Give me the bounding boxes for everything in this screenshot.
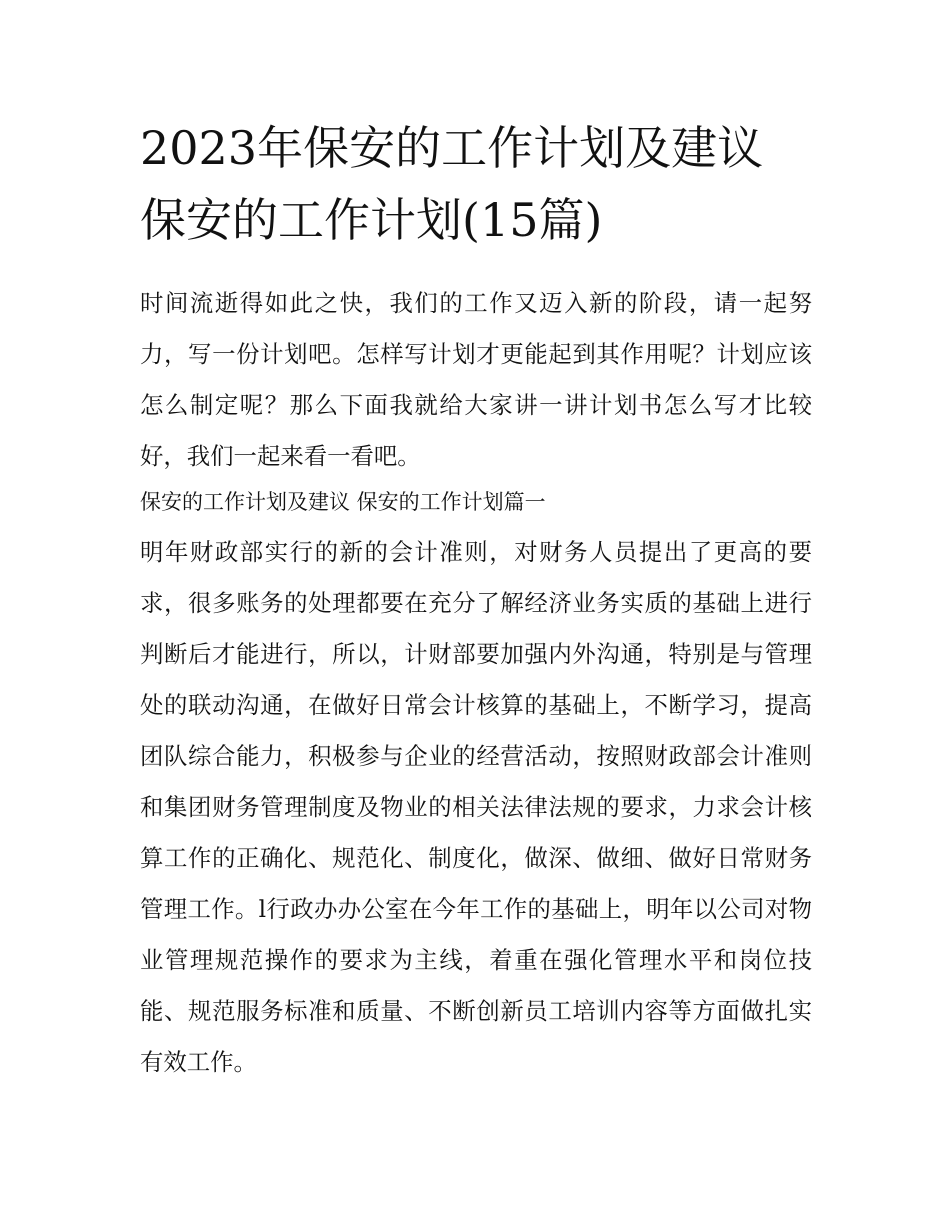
document-title <box>140 112 812 256</box>
section-heading: 保安的工作计划及建议 保安的工作计划篇一 <box>140 490 546 514</box>
intro-paragraph: 时间流逝得如此之快，我们的工作又迈入新的阶段，请一起努力，写一份计划吧。怎样写计划才更能起到其作用呢？计划应该怎么制定呢？那么下面我就给大家讲一讲计划书怎么写才比较好，我们一起来看一看吧。 <box>140 289 812 470</box>
title-line-2: 保安的工作计划(15篇) <box>140 193 603 247</box>
title-line-1: 2023年保安的工作计划及建议 <box>140 121 764 175</box>
body-paragraph: 明年财政部实行的新的会计准则，对财务人员提出了更高的要求，很多账务的处理都要在充分了解经济业务实质的基础上进行判断后才能进行，所以，计财部要加强内外沟通，特别是与管理处的联动沟通，在做好日常会计核算的基础上，不断学习，提高团队综合能力，积极参与企业的经营活动，按照财政部会计准则和集团财务管理制度及物业的相关法律法规的要求，力求会计核算工作的正确化、规范化、制度化，做深、做细、做好日常财务管理工作。l行政办办公室在今年工作的基础上，明年以公司对物业管理规范操作的要求为主线，着重在强化管理水平和岗位技能、规范服务标准和质量、不断创新员工培训内容等方面做扎实有效工作。 <box>140 538 812 1076</box>
document-page <box>140 112 812 1088</box>
